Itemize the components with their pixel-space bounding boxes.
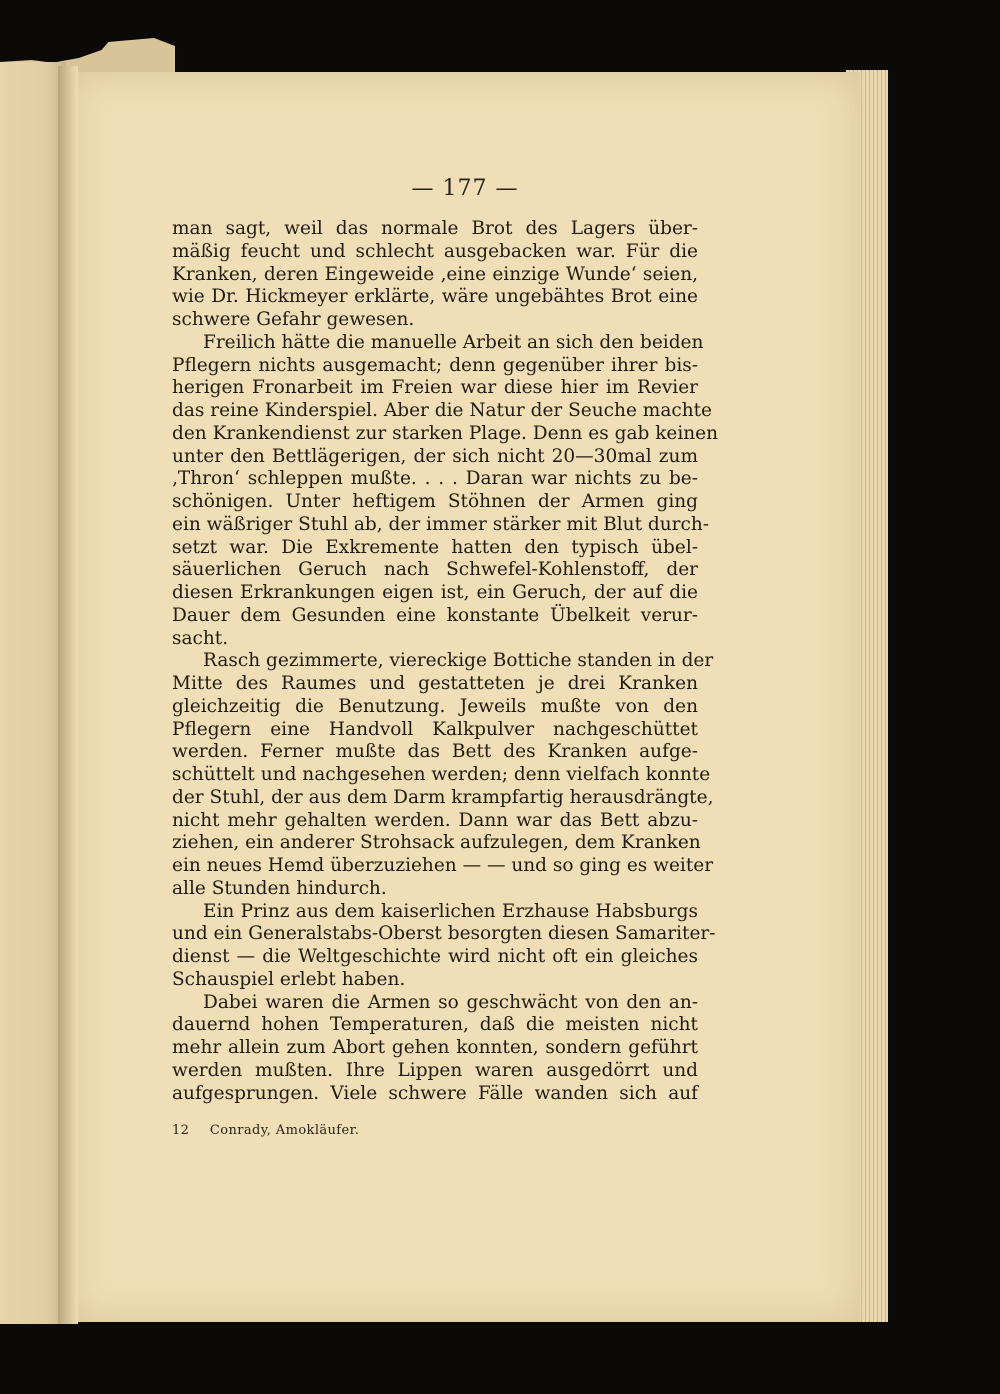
left-page-edge xyxy=(0,62,66,1324)
text-line: der Stuhl, der aus dem Darm krampfartig herausdrängte, xyxy=(172,786,714,808)
text-line: schwere Gefahr gewesen. xyxy=(172,309,415,330)
text-line: ‚Thron‘ schleppen mußte. . . . Daran war nichts zu be- xyxy=(172,468,698,490)
text-line: und ein Generalstabs-Oberst besorgten diesen Samariter- xyxy=(172,923,716,945)
text-line: werden. Ferner mußte das Bett des Kranken aufge- xyxy=(172,741,698,763)
text-line: man sagt, weil das normale Brot des Lagers über- xyxy=(172,218,698,239)
text-line: Kranken, deren Eingeweide ‚eine einzige Wunde‘ seien, xyxy=(172,263,698,285)
text-line: mäßig feucht und schlecht ausgebacken war. Für die xyxy=(172,240,698,262)
text-line: gleichzeitig die Benutzung. Jeweils mußte von den xyxy=(172,695,698,717)
page-footer xyxy=(172,1123,359,1138)
text-line: mehr allein zum Abort gehen konnten, sondern geführt xyxy=(172,1037,698,1058)
text-line: sacht. xyxy=(172,627,229,649)
text-line: unter den Bettlägerigen, der sich nicht 20—30mal zum xyxy=(172,445,698,467)
text-line: Freilich hätte die manuelle Arbeit an sich den beiden xyxy=(203,331,704,353)
book-gutter xyxy=(58,66,78,1324)
text-line: ziehen, ein anderer Strohsack aufzulegen, dem Kranken xyxy=(172,832,701,854)
text-line: diesen Erkrankungen eigen ist, ein Geruch, der auf die xyxy=(172,582,698,603)
text-line: herigen Fronarbeit im Freien war diese hier im Revier xyxy=(172,377,698,399)
text-line: schönigen. Unter heftigem Stöhnen der Armen ging xyxy=(172,491,698,512)
text-line: Rasch gezimmerte, viereckige Bottiche standen in der xyxy=(203,650,714,672)
text-line: ein neues Hemd überzuziehen — — und so ging es weiter xyxy=(172,855,714,876)
text-line: Dabei waren die Armen so geschwächt von den an- xyxy=(203,991,698,1013)
text-line: aufgesprungen. Viele schwere Fälle wanden sich auf xyxy=(172,1082,698,1104)
signature-mark: 12 xyxy=(172,1123,190,1138)
footer-title: Conrady, Amokläufer. xyxy=(209,1123,360,1138)
page-number: — 177 — xyxy=(411,176,519,201)
text-line: nicht mehr gehalten werden. Dann war das Bett abzu- xyxy=(172,809,698,831)
text-line: alle Stunden hindurch. xyxy=(172,877,387,899)
text-line: säuerlichen Geruch nach Schwefel-Kohlenstoff, der xyxy=(172,559,698,581)
text-line: den Krankendienst zur starken Plage. Denn es gab keinen xyxy=(172,422,719,444)
text-line: Mitte des Raumes und gestatteten je drei Kranken xyxy=(172,673,698,694)
text-line: Ein Prinz aus dem kaiserlichen Erzhause Habsburgs xyxy=(203,900,698,922)
text-line: Schauspiel erlebt haben. xyxy=(172,968,406,990)
book-page xyxy=(70,72,860,1322)
text-line: das reine Kinderspiel. Aber die Natur der Seuche machte xyxy=(172,400,713,421)
text-line: ein wäßriger Stuhl ab, der immer stärker mit Blut durch- xyxy=(172,513,710,535)
text-line: wie Dr. Hickmeyer erklärte, wäre ungebähtes Brot eine xyxy=(172,286,698,308)
text-line: dauernd hohen Temperaturen, daß die meisten nicht xyxy=(172,1014,698,1036)
text-line: dienst — die Weltgeschichte wird nicht oft ein gleiches xyxy=(172,946,698,967)
body-text xyxy=(172,218,719,1105)
text-line: werden mußten. Ihre Lippen waren ausgedörrt und xyxy=(172,1059,698,1081)
text-line: Dauer dem Gesunden eine konstante Übelkeit verur- xyxy=(172,604,698,626)
text-line: setzt war. Die Exkremente hatten den typisch übel- xyxy=(172,536,698,558)
text-line: Pflegern eine Handvoll Kalkpulver nachgeschüttet xyxy=(172,718,698,740)
text-line: Pflegern nichts ausgemacht; denn gegenüber ihrer bis- xyxy=(172,354,698,376)
text-line: schüttelt und nachgesehen werden; denn vielfach konnte xyxy=(172,764,711,785)
